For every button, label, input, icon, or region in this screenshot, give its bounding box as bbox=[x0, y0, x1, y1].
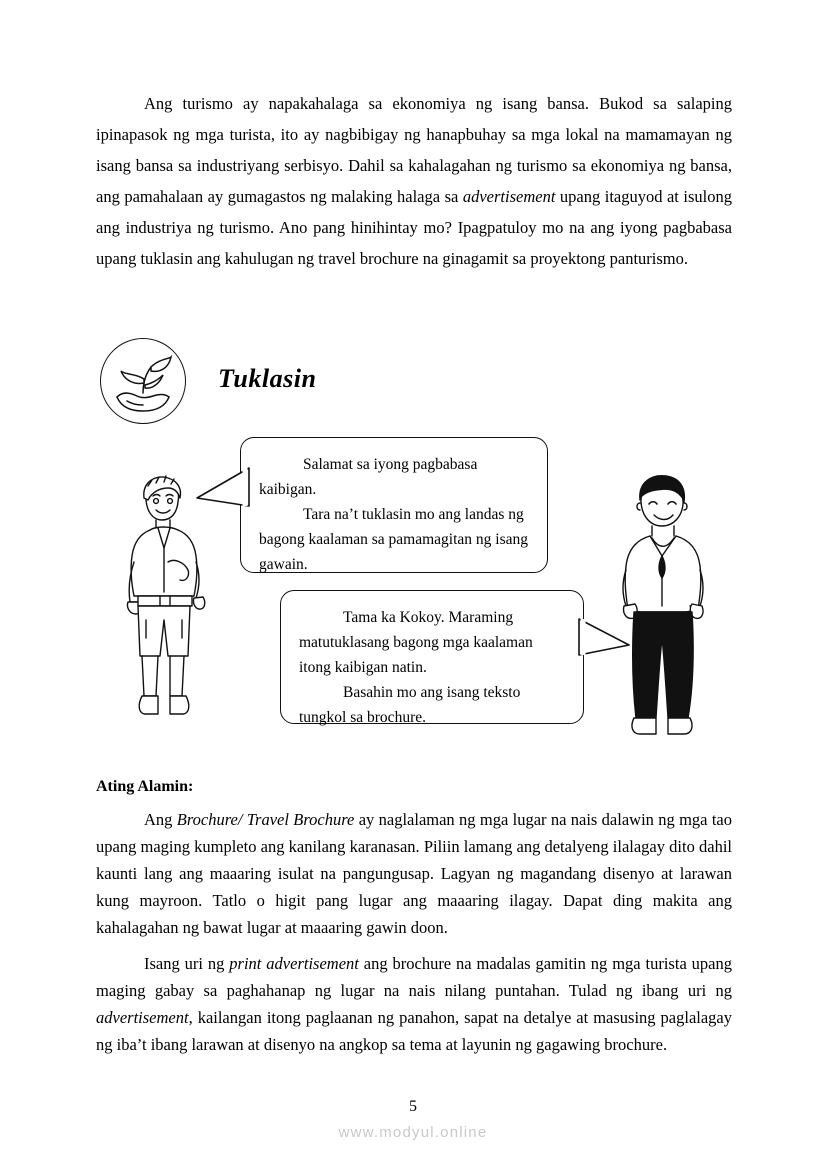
intro-italic-advertisement: advertisement bbox=[462, 187, 556, 206]
speech-balloon-friend bbox=[280, 590, 584, 724]
para2-text-b: ang brochure na madalas gamitin ng mga turista upang maging gabay sa paghahanap ng lugar na nais nilang puntahan. Tulad ng ibang uri ng bbox=[96, 954, 732, 1000]
section-title: Tuklasin bbox=[218, 364, 317, 393]
body-paragraph-2 bbox=[96, 950, 732, 1058]
ating-alamin-heading: Ating Alamin: bbox=[96, 778, 194, 795]
watermark: www.modyul.online bbox=[338, 1124, 488, 1141]
intro-text-part-1: Ang turismo ay napakahalaga sa ekonomiya ng isang bansa. Bukod sa salaping ipinapasok ng mga turista, ito ay nagbibigay ng hanapbuhay sa mga lokal na mamamayan ng isang bansa sa industriyang serbisyo. Dahil sa kahalagahan ng turismo sa ekonomiya ng bansa, ang pamahalaan ay gumagastos ng malaking halaga sa bbox=[96, 94, 732, 206]
balloon-kokoy-line-1: Salamat sa iyong pagbabasa kaibigan. bbox=[259, 456, 478, 498]
page-number: 5 bbox=[409, 1098, 417, 1115]
hand-holding-plant-icon bbox=[100, 338, 186, 424]
balloon-kokoy-line-2: Tara na’t tuklasin mo ang landas ng bagong kaalaman sa pamamagitan ng isang gawain. bbox=[259, 506, 529, 573]
para1-text-b: ay naglalaman ng mga lugar na nais dalawin ng mga tao upang maging kumpleto ang kanilang karanasan. Piliin lamang ang detalyeng ilalagay dito dahil kaunti lang ang maaaring isulat na pangungusap. Lagyan ng magandang disenyo at larawan kung mayroon. Tatlo o higit pang lugar ang maaaring ilagay. Dapat ding makita ang kahalagahan ng bawat lugar at maaaring gawin doon. bbox=[96, 810, 732, 937]
para1-text-a: Ang bbox=[144, 810, 177, 829]
intro-text-part-2: upang itaguyod at isulong ang industriya ng turismo. Ano pang hinihintay mo? Ipagpatuloy mo na ang iyong pagbabasa upang tuklasin ang kahulugan ng travel brochure na ginagamit sa proyektong panturismo. bbox=[96, 187, 732, 268]
character-friend-illustration bbox=[604, 470, 728, 750]
para2-text-a: Isang uri ng bbox=[144, 954, 230, 973]
intro-paragraph bbox=[96, 88, 732, 274]
body-paragraph-1 bbox=[96, 806, 732, 941]
balloon-friend-line-2: Basahin mo ang isang teksto tungkol sa brochure. bbox=[299, 684, 521, 726]
para2-text-c: , kailangan itong paglaanan ng panahon, sapat na detalye at masusing paglalagay ng iba’t ibang larawan at disenyo na angkop sa tema at layunin ng gagawing brochure. bbox=[96, 1008, 732, 1054]
speech-balloon-kokoy bbox=[240, 437, 548, 573]
para2-italic-print-advertisement: print advertisement bbox=[229, 954, 359, 973]
para1-italic-brochure: Brochure/ Travel Brochure bbox=[176, 810, 355, 829]
section-header-tuklasin bbox=[100, 338, 440, 424]
balloon-friend-line-1: Tama ka Kokoy. Maraming matutuklasang bagong mga kaalaman itong kaibigan natin. bbox=[299, 609, 533, 676]
para2-italic-advertisement: advertisement bbox=[96, 1008, 189, 1027]
